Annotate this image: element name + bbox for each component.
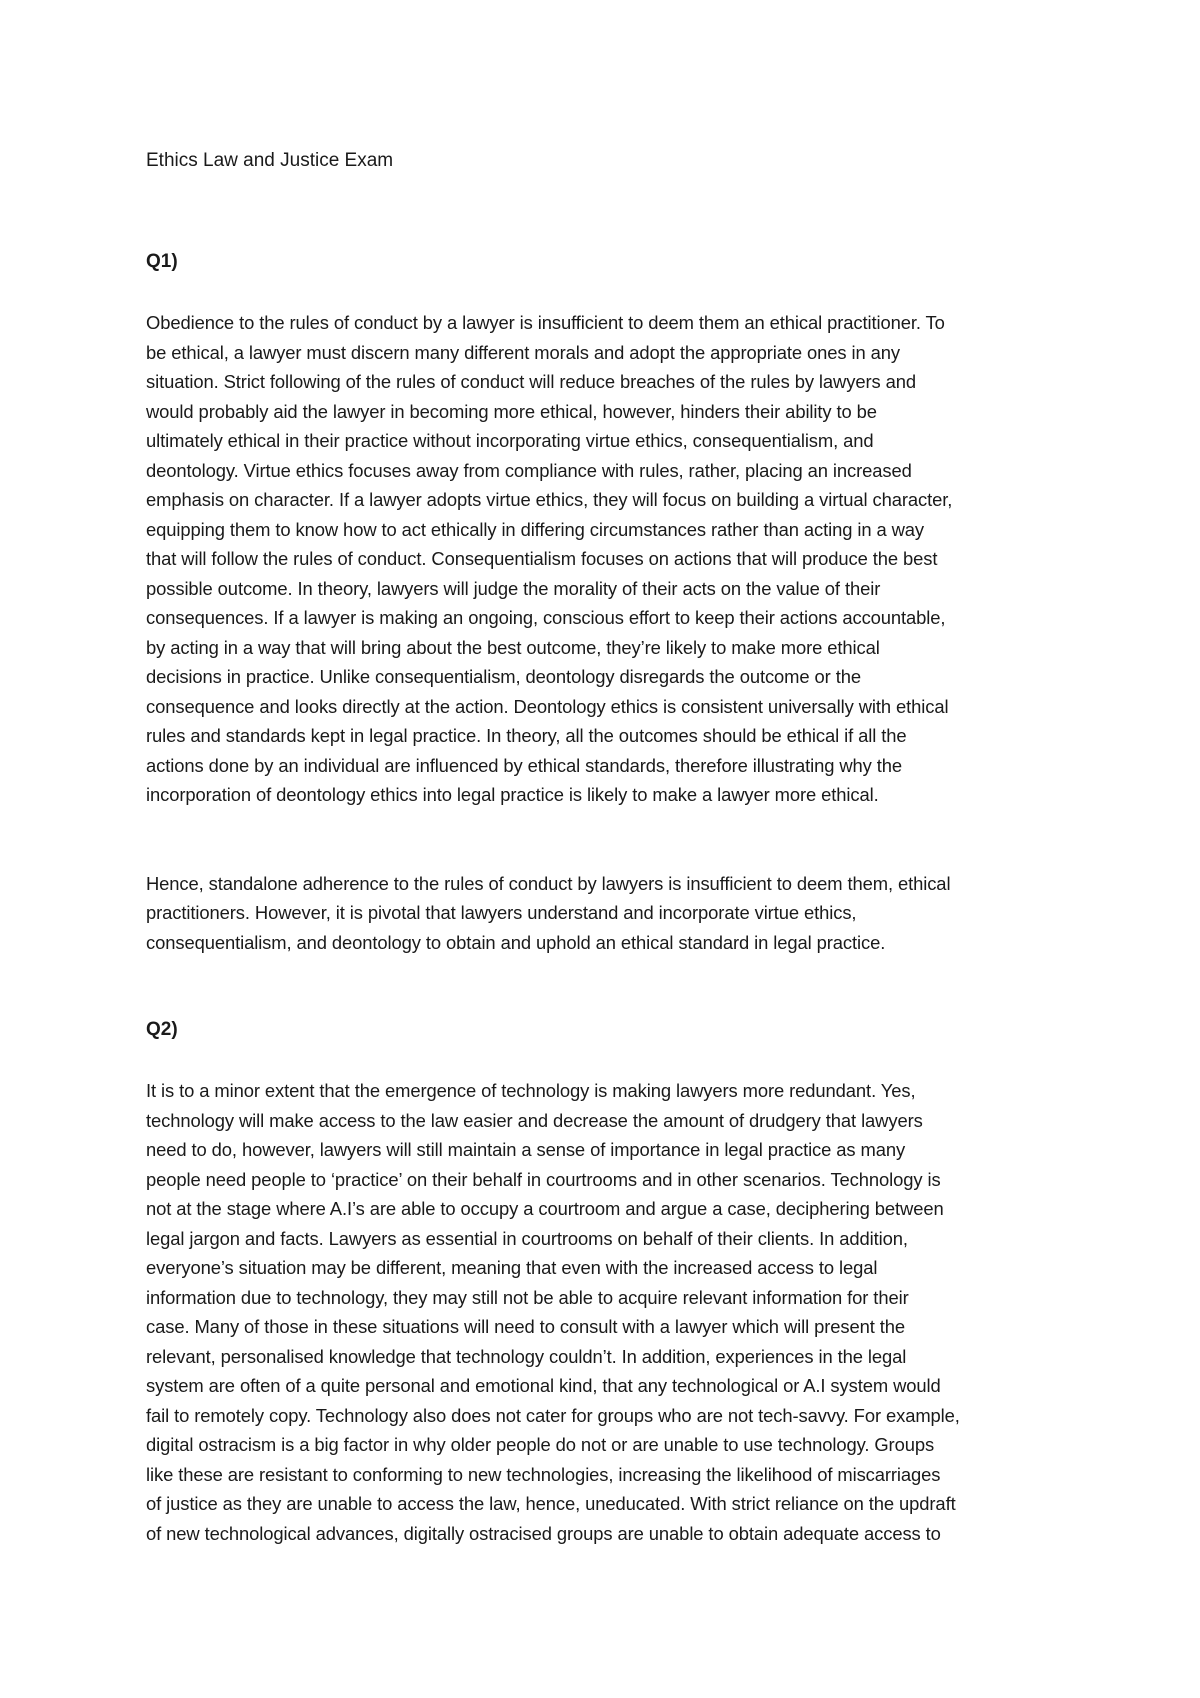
text-line: system are often of a quite personal and emotional kind, that any technological or A.I system would [146,1375,941,1396]
text-line: fail to remotely copy. Technology also does not cater for groups who are not tech-savvy. For example, [146,1404,960,1426]
text-line: digital ostracism is a big factor in why older people do not or are unable to use technology. Groups [146,1434,935,1455]
text-line: relevant, personalised knowledge that technology couldn’t. In addition, experiences in the legal [146,1345,907,1367]
text-line: of justice as they are unable to access the law, hence, uneducated. With strict reliance on the updraft [146,1493,956,1514]
text-line: of new technological advances, digitally ostracised groups are unable to obtain adequate access to [146,1522,941,1544]
text-line: consequences. If a lawyer is making an ongoing, conscious effort to keep their actions accountable, [146,607,946,628]
q1-heading: Q1) [146,251,178,272]
text-line: possible outcome. In theory, lawyers will judge the morality of their acts on the value of their [146,577,881,599]
text-line: by acting in a way that will bring about the best outcome, they’re likely to make more ethical [146,636,880,658]
text-line: everyone’s situation may be different, meaning that even with the increased access to legal [146,1257,878,1278]
text-line: would probably aid the lawyer in becoming more ethical, however, hinders their ability to be [146,400,877,422]
text-line: ultimately ethical in their practice without incorporating virtue ethics, consequentialism, and [146,430,874,451]
text-line: people need people to ‘practice’ on their behalf in courtrooms and in other scenarios. Technology is [146,1168,941,1190]
text-line: that will follow the rules of conduct. Consequentialism focuses on actions that will produce the best [146,548,938,569]
text-line: It is to a minor extent that the emergence of technology is making lawyers more redundant. Yes, [146,1080,916,1101]
q2-heading: Q2) [146,1019,178,1040]
text-line: emphasis on character. If a lawyer adopts virtue ethics, they will focus on building a virtual character, [146,489,953,510]
text-line: not at the stage where A.I’s are able to occupy a courtroom and argue a case, deciphering between [146,1198,944,1219]
q1-paragraph-2 [146,869,1066,958]
text-line: consequentialism, and deontology to obtain and uphold an ethical standard in legal practice. [146,931,886,953]
text-line: case. Many of those in these situations will need to consult with a lawyer which will present the [146,1316,906,1337]
text-line: deontology. Virtue ethics focuses away from compliance with rules, rather, placing an increased [146,459,912,481]
q1-paragraph-1 [146,308,1066,810]
document-page [146,146,1066,1548]
text-line: decisions in practice. Unlike consequentialism, deontology disregards the outcome or the [146,666,861,687]
text-line: situation. Strict following of the rules of conduct will reduce breaches of the rules by lawyers and [146,371,916,392]
text-line: be ethical, a lawyer must discern many different morals and adopt the appropriate ones in any [146,341,901,363]
text-line: like these are resistant to conforming to new technologies, increasing the likelihood of miscarriages [146,1463,941,1485]
text-line: information due to technology, they may still not be able to acquire relevant information for their [146,1286,909,1308]
text-line: incorporation of deontology ethics into legal practice is likely to make a lawyer more ethical. [146,784,879,805]
text-line: consequence and looks directly at the action. Deontology ethics is consistent universally with ethical [146,695,949,717]
document-title: Ethics Law and Justice Exam [146,150,394,171]
text-line: technology will make access to the law easier and decrease the amount of drudgery that lawyers [146,1109,923,1131]
text-line: need to do, however, lawyers will still maintain a sense of importance in legal practice as many [146,1139,906,1160]
text-line: practitioners. However, it is pivotal that lawyers understand and incorporate virtue ethics, [146,902,857,923]
text-line: rules and standards kept in legal practice. In theory, all the outcomes should be ethical if all the [146,725,907,746]
text-line: Obedience to the rules of conduct by a lawyer is insufficient to deem them an ethical practitioner. To [146,312,945,333]
text-line: legal jargon and facts. Lawyers as essential in courtrooms on behalf of their clients. In addition, [146,1227,908,1249]
text-line: Hence, standalone adherence to the rules of conduct by lawyers is insufficient to deem them, ethical [146,872,951,894]
text-line: actions done by an individual are influenced by ethical standards, therefore illustrating why the [146,754,903,776]
text-line: equipping them to know how to act ethically in differing circumstances rather than acting in a way [146,518,925,540]
q2-paragraph-1 [146,1076,1066,1548]
